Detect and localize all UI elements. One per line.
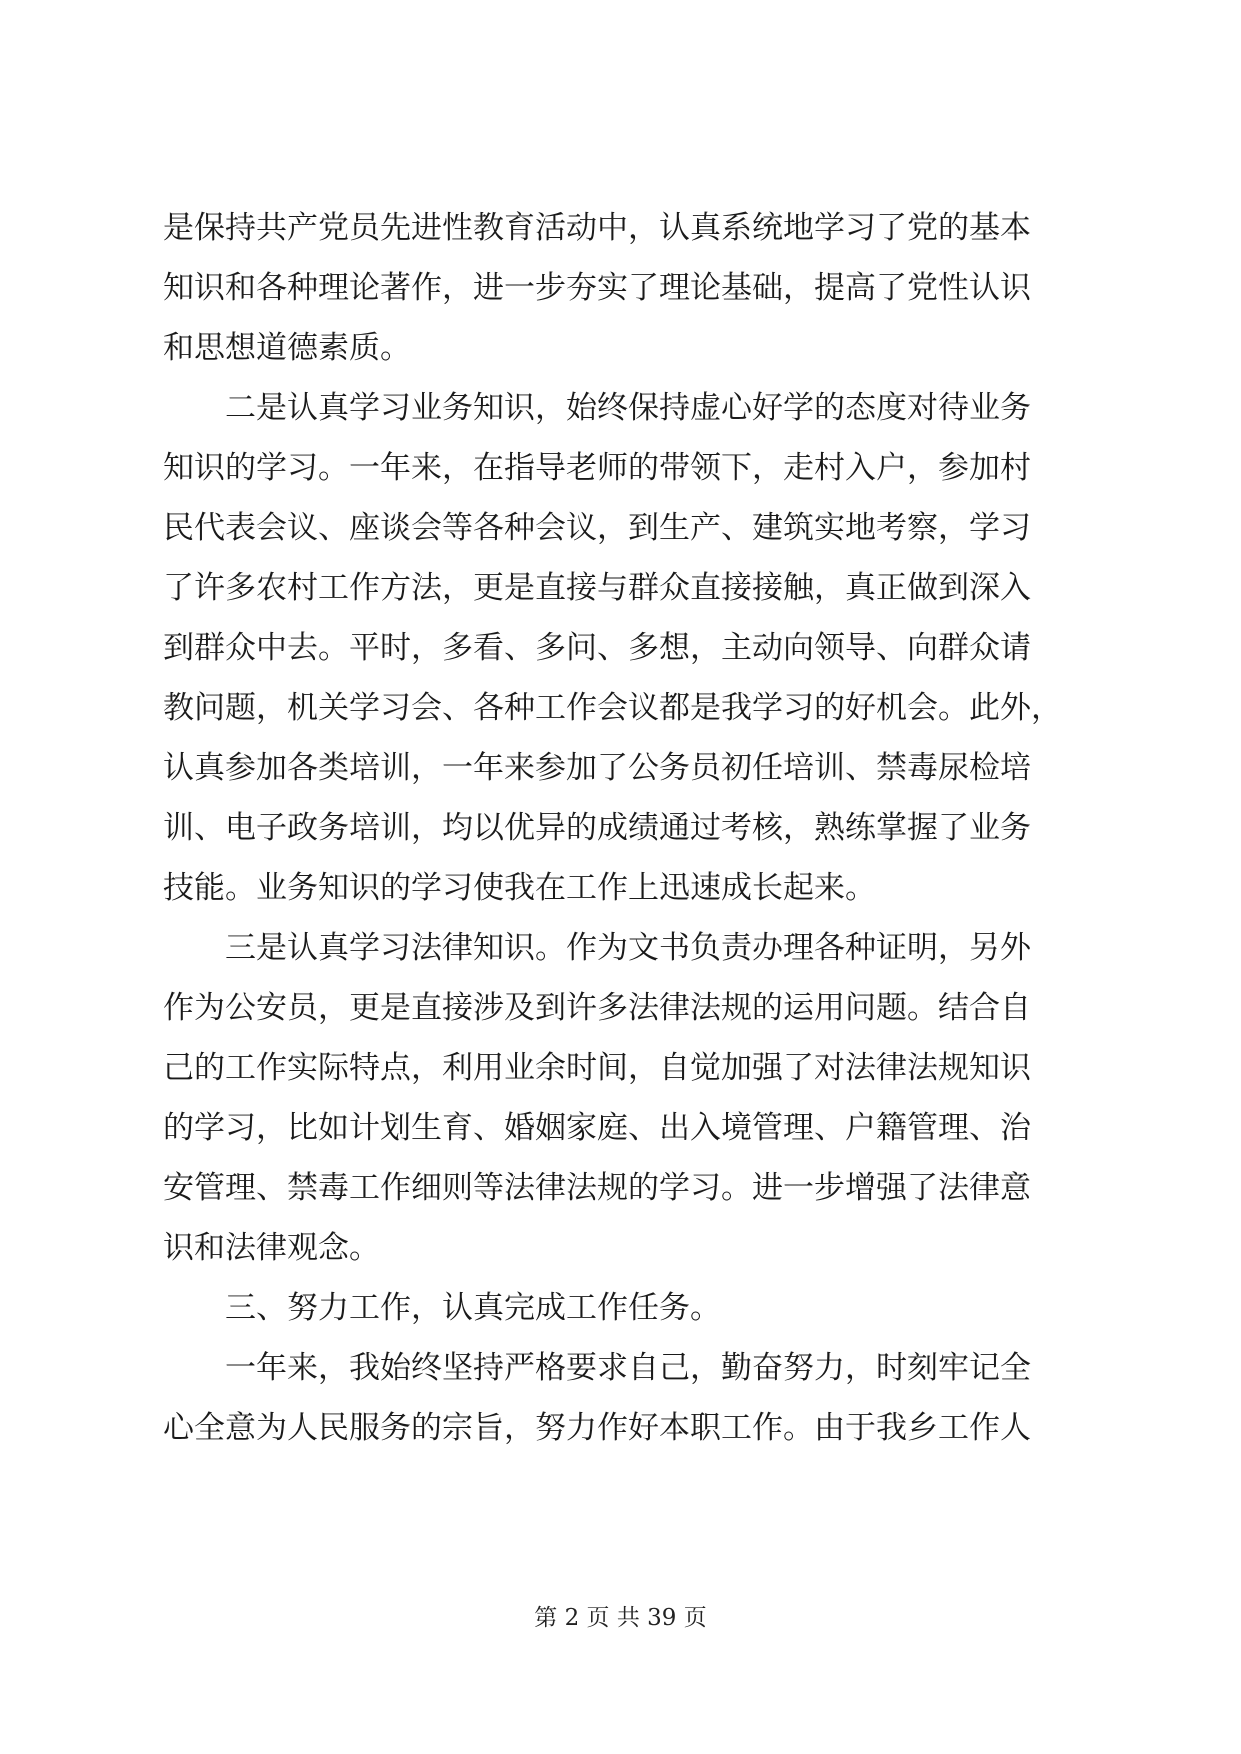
body-text-line: 是保持共产党员先进性教育活动中，认真系统地学习了党的基本 <box>163 210 1031 246</box>
page-number-footer: 第 2 页 共 39 页 <box>534 1605 707 1631</box>
body-text-line: 和思想道德素质。 <box>163 330 411 366</box>
paragraph-first-line: 一年来，我始终坚持严格要求自己，勤奋努力，时刻牢记全 <box>225 1350 1031 1386</box>
body-text-line: 识和法律观念。 <box>163 1230 380 1266</box>
body-text-line: 知识和各种理论著作，进一步夯实了理论基础，提高了党性认识 <box>163 270 1031 306</box>
body-text-line: 安管理、禁毒工作细则等法律法规的学习。进一步增强了法律意 <box>163 1170 1031 1206</box>
body-text-line: 己的工作实际特点，利用业余时间，自觉加强了对法律法规知识 <box>163 1050 1031 1086</box>
paragraph-first-line: 三是认真学习法律知识。作为文书负责办理各种证明，另外 <box>225 930 1031 966</box>
body-text-line: 的学习，比如计划生育、婚姻家庭、出入境管理、户籍管理、治 <box>163 1110 1031 1146</box>
body-text-line: 作为公安员，更是直接涉及到许多法律法规的运用问题。结合自 <box>163 990 1031 1026</box>
body-text-line: 到群众中去。平时，多看、多问、多想，主动向领导、向群众请 <box>163 630 1031 666</box>
body-text-line: 了许多农村工作方法，更是直接与群众直接接触，真正做到深入 <box>163 570 1031 606</box>
body-text-line: 训、电子政务培训，均以优异的成绩通过考核，熟练掌握了业务 <box>163 810 1031 846</box>
body-text-line: 技能。业务知识的学习使我在工作上迅速成长起来。 <box>163 870 876 906</box>
section-heading: 三、努力工作，认真完成工作任务。 <box>225 1290 721 1326</box>
body-text-line: 心全意为人民服务的宗旨，努力作好本职工作。由于我乡工作人 <box>163 1410 1031 1446</box>
paragraph-first-line: 二是认真学习业务知识，始终保持虚心好学的态度对待业务 <box>225 390 1031 426</box>
body-text-line: 民代表会议、座谈会等各种会议，到生产、建筑实地考察，学习 <box>163 510 1031 546</box>
body-text-line: 认真参加各类培训，一年来参加了公务员初任培训、禁毒尿检培 <box>163 750 1031 786</box>
body-text-line: 知识的学习。一年来，在指导老师的带领下，走村入户，参加村 <box>163 450 1031 486</box>
body-text-line: 教问题，机关学习会、各种工作会议都是我学习的好机会。此外， <box>163 690 1062 726</box>
